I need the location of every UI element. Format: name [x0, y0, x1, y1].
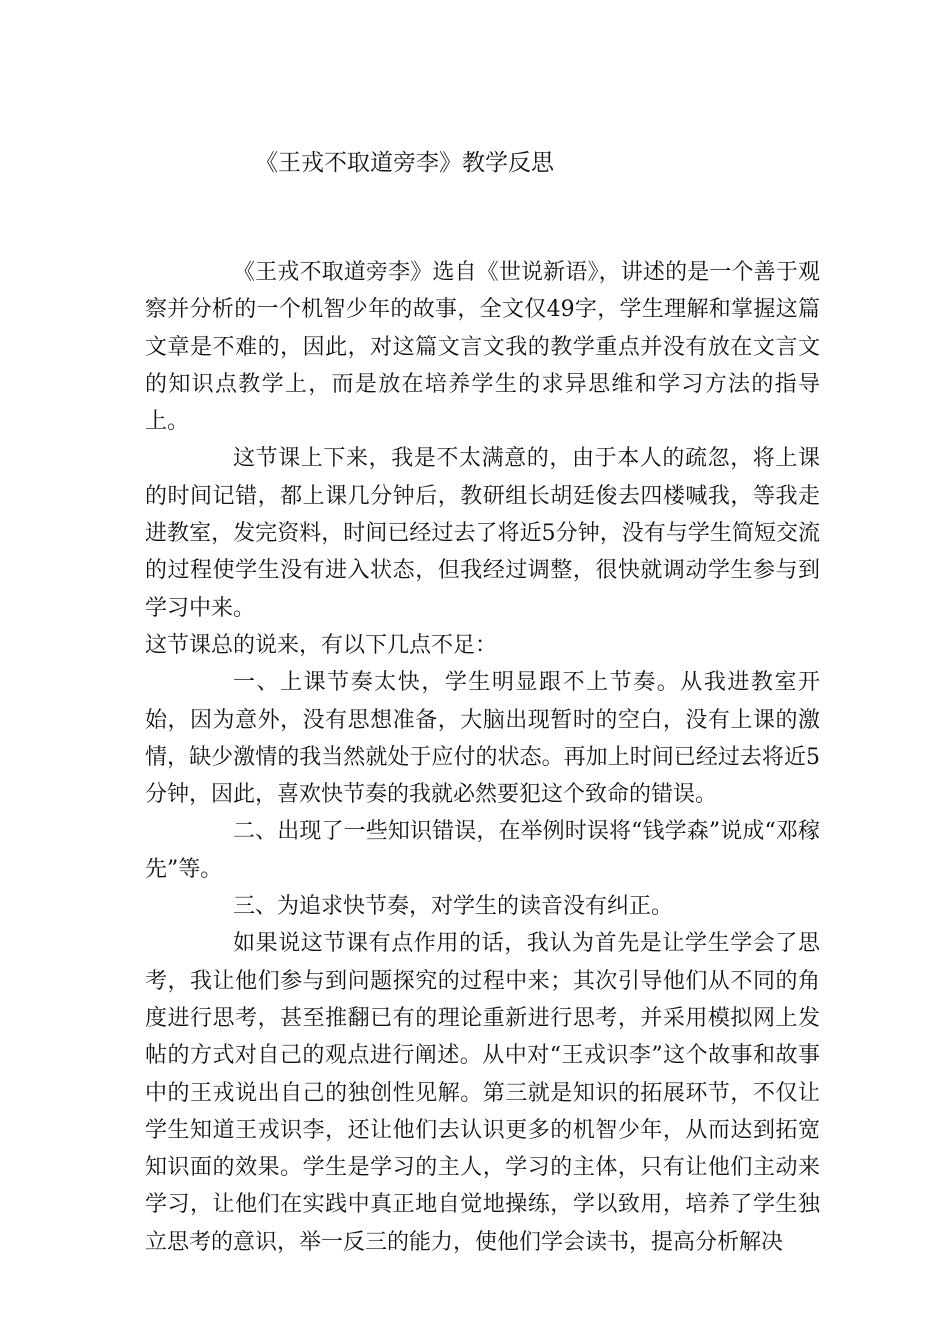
paragraph-intro: 《王戎不取道旁李》选自《世说新语》，讲述的是一个善于观察并分析的一个机智少年的故事，全文仅49字，学生理解和掌握这篇文章是不难的，因此，对这篇文言文我的教学重点并没有放在文言文的知识点教学上，而是放在培养学生的求异思维和学习方法的指导上。	[145, 260, 820, 435]
paragraph-shortcomings-heading: 这节课总的说来，有以下几点不足：	[145, 632, 498, 658]
paragraph-strengths: 如果说这节课有点作用的话，我认为首先是让学生学会了思考，我让他们参与到问题探究的过程中来；其次引导他们从不同的角度进行思考，甚至推翻已有的理论重新进行思考，并采用模拟网上发帖的方式对自己的观点进行阐述。从中对“王戎识李”这个故事和故事中的王戎说出自己的独创性见解。第三就是知识的拓展环节，不仅让学生知道王戎识李，还让他们去认识更多的机智少年，从而达到拓宽知识面的效果。学生是学习的主人，学习的主体，只有让他们主动来学习，让他们在实践中真正地自觉地操练，学以致用，培养了学生独立思考的意识，举一反三的能力，使他们学会读书，提高分析解决	[145, 931, 820, 1255]
paragraph-shortcoming-1: 一、上课节奏太快，学生明显跟不上节奏。从我进教室开始，因为意外，没有思想准备，大脑出现暂时的空白，没有上课的激情，缺少激情的我当然就处于应付的状态。再加上时间已经过去将近5分钟，因此，喜欢快节奏的我就必然要犯这个致命的错误。	[145, 670, 820, 808]
paragraph-lesson-review: 这节课上下来，我是不太满意的，由于本人的疏忽，将上课的时间记错，都上课几分钟后，教研组长胡廷俊去四楼喊我，等我走进教室，发完资料，时间已经过去了将近5分钟，没有与学生简短交流的过程使学生没有进入状态，但我经过调整，很快就调动学生参与到学习中来。	[145, 446, 820, 621]
paragraph-shortcoming-2: 二、出现了一些知识错误，在举例时误将“钱学森”说成“邓稼先”等。	[145, 819, 820, 882]
document-body	[145, 254, 820, 1261]
paragraph-shortcoming-3: 三、为追求快节奏，对学生的读音没有纠正。	[233, 894, 674, 920]
document-title: 《王戎不取道旁李》教学反思	[255, 150, 554, 176]
